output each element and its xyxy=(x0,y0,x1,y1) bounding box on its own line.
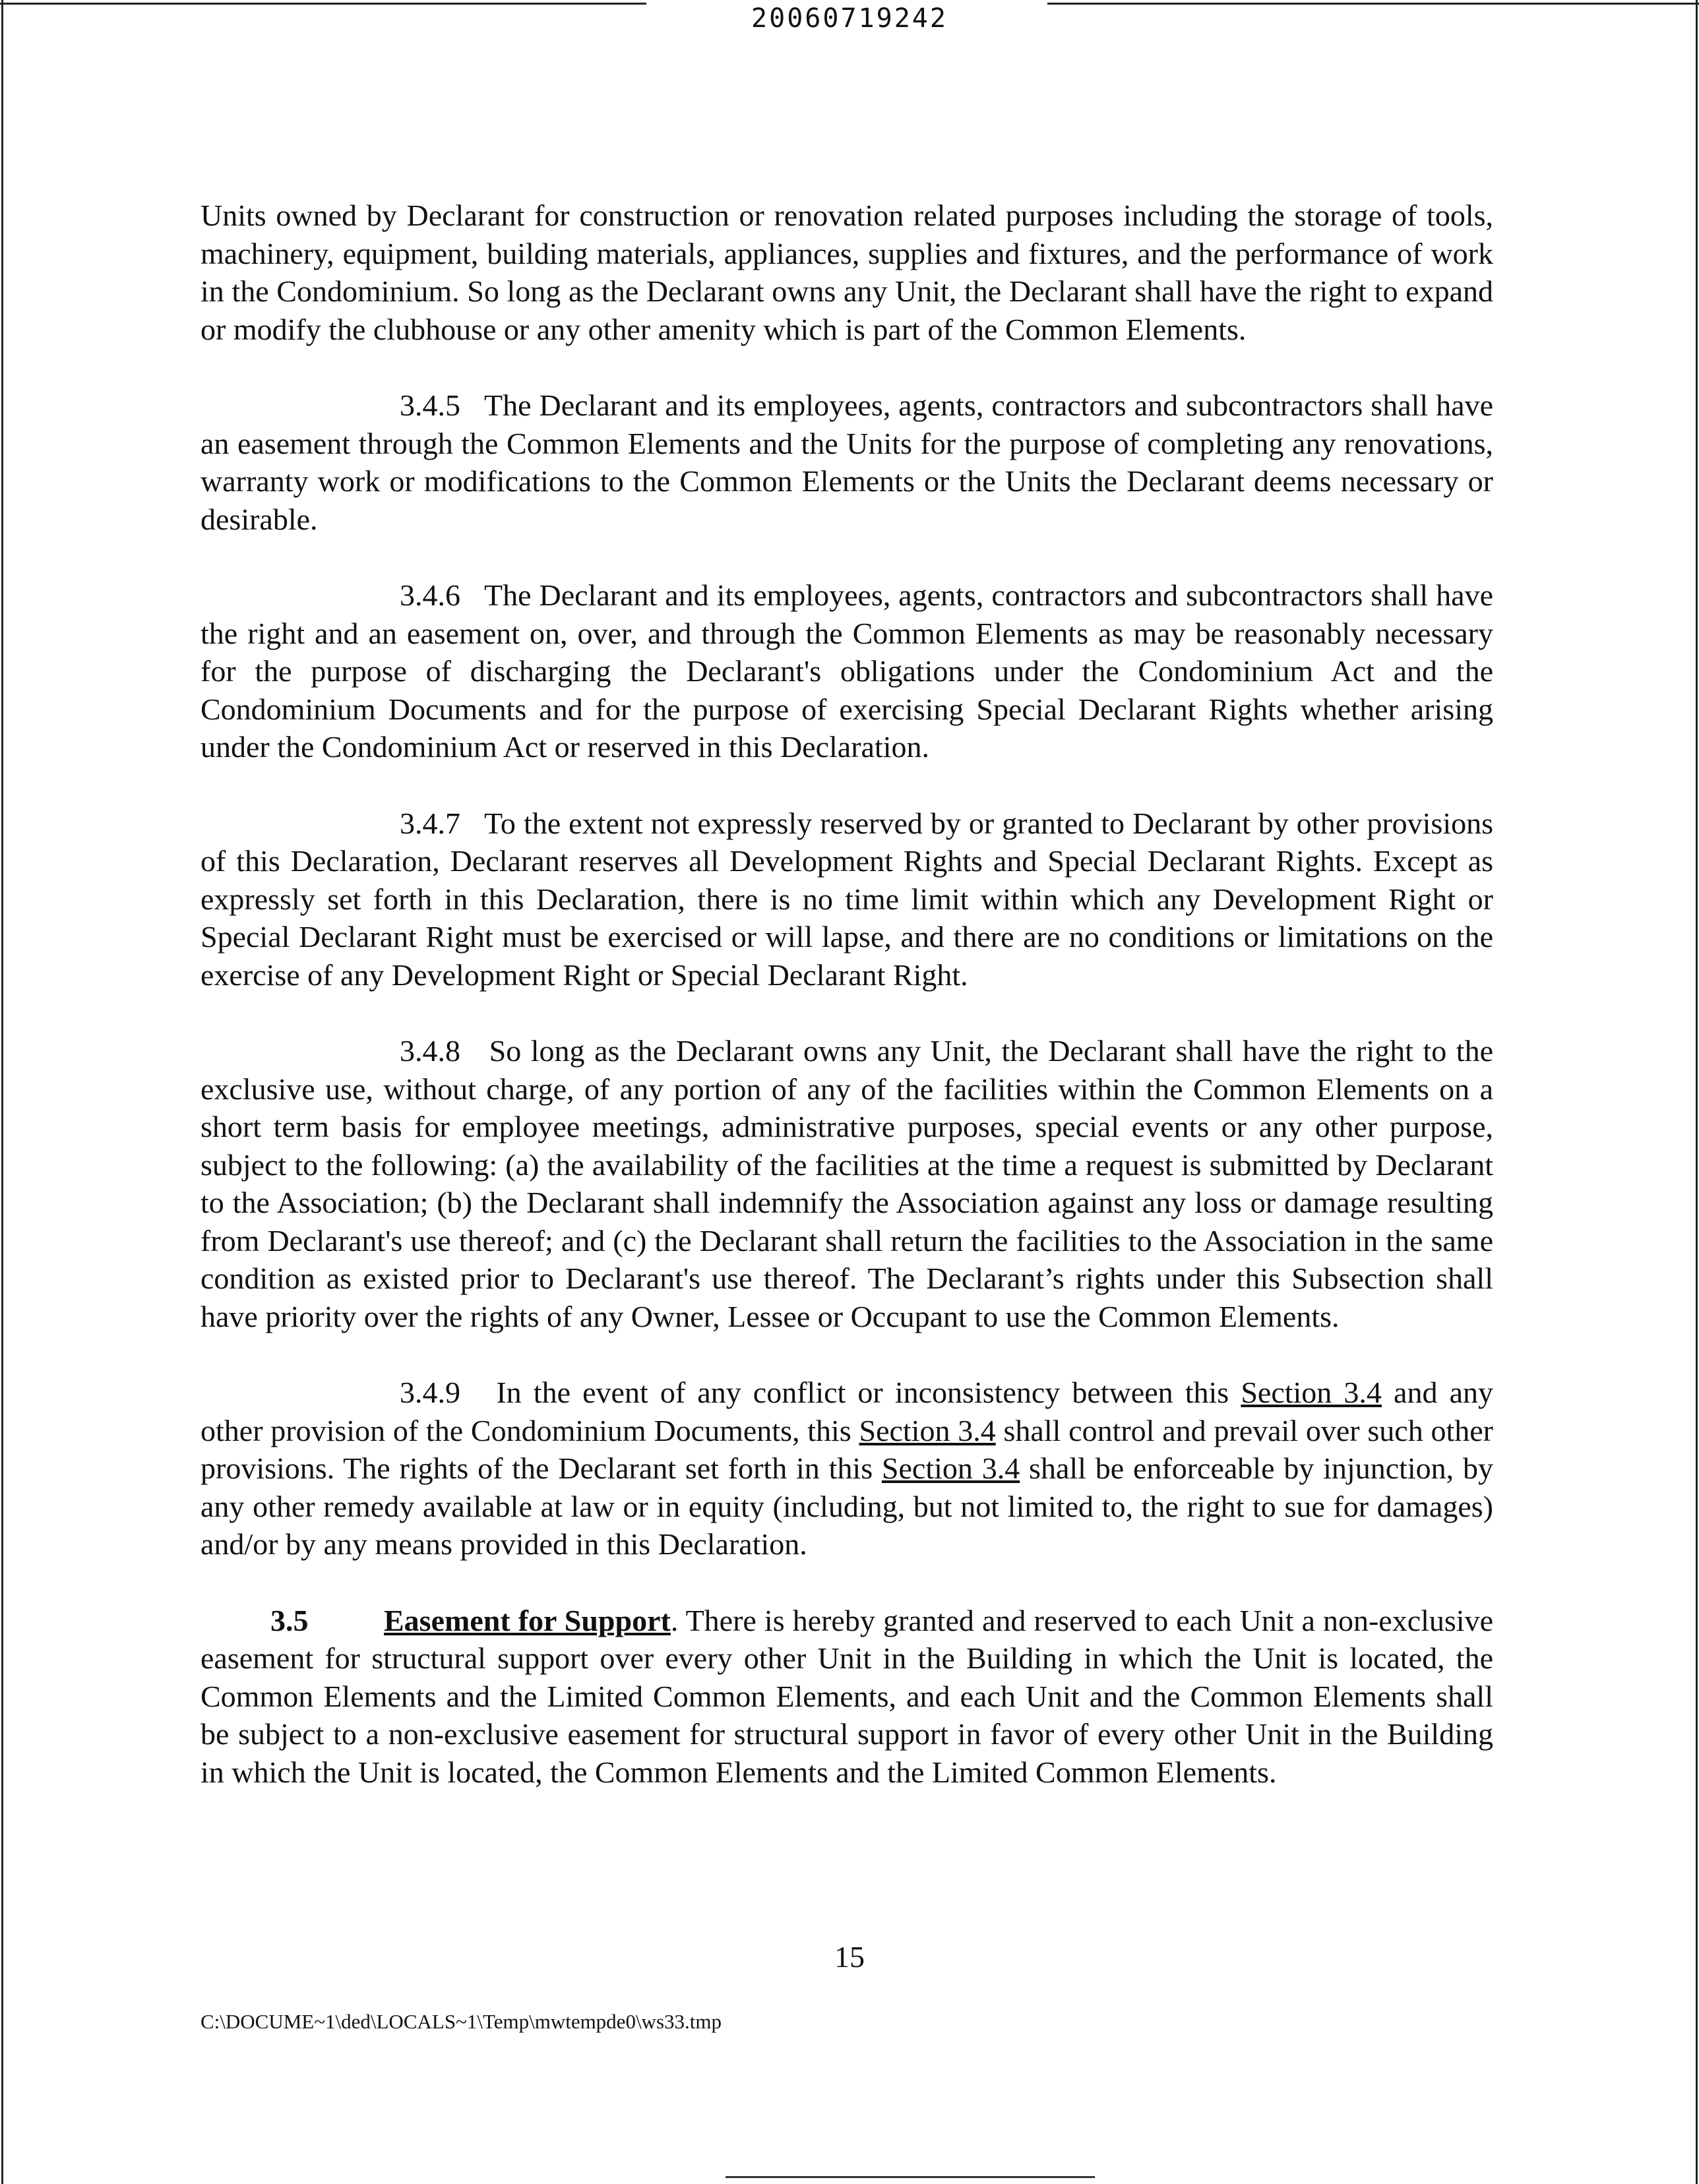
section-number: 3.4.6 xyxy=(400,578,460,612)
section-number: 3.4.5 xyxy=(400,388,460,422)
document-number: 20060719242 xyxy=(751,3,948,34)
footer-file-path: C:\DOCUME~1\ded\LOCALS~1\Temp\mwtempde0\ws33.tmp xyxy=(201,2010,722,2033)
section-heading: Easement for Support xyxy=(384,1603,671,1637)
scan-border-left xyxy=(1,0,3,2184)
section-text: shall control and prevail over such other provisions. The rights of the Declarant set forth in this xyxy=(201,1413,1493,1485)
paragraph-intro: Units owned by Declarant for construction or renovation related purposes including the storage of tools, machinery, equipment, building materials, appliances, supplies and fixtures, and the performance of work in the Condominium. So long as the Declarant owns any Unit, the Declarant shall have the right to expand or modify the clubhouse or any other amenity which is part of the Common Elements. xyxy=(201,198,1493,346)
paragraph-3-4-7 xyxy=(201,804,1493,994)
paragraph-3-4-9 xyxy=(201,1374,1493,1563)
section-text: In the event of any conflict or inconsistency between this xyxy=(496,1376,1241,1409)
paragraph-3-4-6 xyxy=(201,576,1493,766)
page-body xyxy=(201,197,1493,1791)
section-reference: Section 3.4 xyxy=(1241,1376,1382,1409)
section-text: The Declarant and its employees, agents, contractors and subcontractors shall have an easement through the Common Elements and the Units for the purpose of completing any renovations, warranty work or modifications to the Common Elements or the Units the Declarant deems necessary or desirable. xyxy=(201,388,1494,536)
paragraph-3-4-8 xyxy=(201,1032,1493,1335)
section-reference: Section 3.4 xyxy=(881,1451,1020,1485)
paragraph-3-4-5 xyxy=(201,386,1493,538)
paragraph-3-5 xyxy=(201,1602,1493,1792)
section-text: There is hereby granted and reserved to each Unit a non-exclusive easement for structural support over every other Unit in the Building in which the Unit is located, the Common Elements and the Limited Common Elements, and each Unit and the Common Elements shall be subject to a non-exclusive easement for structural support in favor of every other Unit in the Building in which the Unit is located, the Common Elements and the Limited Common Elements. xyxy=(201,1603,1494,1789)
scan-border-bottom xyxy=(726,2176,1095,2178)
section-text: To the extent not expressly reserved by or granted to Declarant by other provisions of this Declaration, Declarant reserves all Development Rights and Special Declarant Rights. Except as expressly set forth in this Declaration, there is no time limit within which any Development Right or Special Declarant Right must be exercised or will lapse, and there are no conditions or limitations on the exercise of any Development Right or Special Declarant Right. xyxy=(201,806,1494,992)
section-number: 3.4.9 xyxy=(400,1376,460,1409)
section-number: 3.5 xyxy=(270,1603,309,1637)
scan-border-right xyxy=(1696,0,1698,2184)
section-text: So long as the Declarant owns any Unit, the Declarant shall have the right to the exclusive use, without charge, of any portion of any of the facilities within the Common Elements on a short term basis for employee meetings, administrative purposes, special events or any other purpose, subject to the following: (a) the availability of the facilities at the time a request is submitted by Declarant to the Association; (b) the Declarant shall indemnify the Association against any loss or damage resulting from Declarant's use thereof; and (c) the Declarant shall return the facilities to the Association in the same condition as existed prior to Declarant's use thereof. The Declarant’s rights under this Subsection shall have priority over the rights of any Owner, Lessee or Occupant to use the Common Elements. xyxy=(201,1034,1493,1333)
section-reference: Section 3.4 xyxy=(859,1413,996,1447)
section-text: The Declarant and its employees, agents, contractors and subcontractors shall have the right and an easement on, over, and through the Common Elements as may be reasonably necessary for the purpose of discharging the Declarant's obligations under the Condominium Act and the Condominium Documents and for the purpose of exercising Special Declarant Rights whether arising under the Condominium Act or reserved in this Declaration. xyxy=(201,578,1494,764)
section-number: 3.4.8 xyxy=(400,1034,460,1068)
heading-punctuation: . xyxy=(670,1603,679,1637)
section-text: and any other provision of the Condominium Documents, this xyxy=(201,1376,1494,1447)
page-number: 15 xyxy=(834,1940,865,1974)
section-number: 3.4.7 xyxy=(400,806,460,840)
section-text: shall be enforceable by injunction, by any other remedy available at law or in equity (including, but not limited to, the right to sue for damages) and/or by any means provided in this Declaration. xyxy=(201,1451,1494,1561)
